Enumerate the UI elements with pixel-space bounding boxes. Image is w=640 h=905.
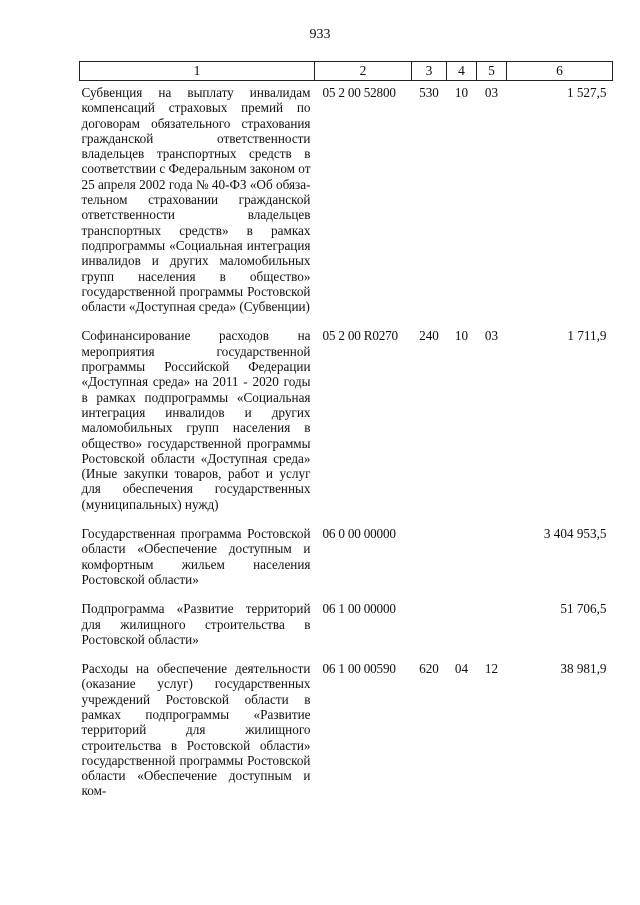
row-name: Субвенция на выплату инвалидам компенсаций страховых премий по договорам обязательного страхования гражданской ответственности владельцев транспортных средств в соответствии с Федеральным законом от 25 апреля 2002 года № 40-ФЗ «Об обязательном страховании гражданской ответственности владельцев транспортных средств» в рамках подпрограммы «Социальная интеграция инвалидов и других маломобильных групп населения в общество» государственной программы Ростовской области «Доступная среда» (Субвенции) (81, 85, 311, 315)
row-name: Расходы на обеспечение деятельности (оказание услуг) государственных учреждений Ростовской области в рамках подпрограммы «Развитие территорий для жилищного строительства в Ростовской области» государственной программы Ростовской области «Обеспечение доступным и ком- (81, 661, 311, 799)
header-col-2: 2 (315, 62, 412, 81)
row-amount: 1 711,9 (567, 328, 607, 344)
budget-table (79, 61, 613, 801)
row-amount: 38 981,9 (560, 661, 607, 677)
row-amount: 1 527,5 (566, 85, 607, 100)
page-number: 933 (309, 27, 331, 42)
table-row (80, 589, 613, 649)
row-col-3: 620 (419, 661, 439, 677)
row-col-5: 12 (484, 661, 499, 677)
row-col-4: 10 (454, 85, 469, 100)
header-col-3: 3 (412, 62, 447, 81)
row-code: 06 0 00 00000 (322, 526, 396, 542)
table-header (80, 62, 613, 81)
table-row (80, 316, 613, 514)
table-row (80, 81, 613, 317)
row-col-5: 03 (484, 85, 499, 100)
row-col-4: 10 (454, 328, 469, 344)
row-name: Подпрограмма «Развитие территорий для жилищного строительства в Ростовской области» (81, 601, 311, 647)
row-amount: 51 706,5 (560, 601, 607, 617)
row-code: 06 1 00 00590 (322, 661, 396, 677)
row-code: 05 2 00 52800 (322, 85, 396, 100)
row-code: 06 1 00 00000 (322, 601, 396, 617)
row-col-3: 240 (419, 328, 439, 344)
row-col-4 (447, 589, 477, 649)
row-amount: 3 404 953,5 (543, 526, 607, 542)
row-col-3 (412, 589, 447, 649)
header-col-5: 5 (477, 62, 507, 81)
row-col-3: 530 (419, 85, 439, 100)
table-row (80, 649, 613, 801)
row-col-5 (477, 514, 507, 589)
row-col-5 (477, 589, 507, 649)
row-code: 05 2 00 R0270 (322, 328, 398, 344)
header-col-4: 4 (447, 62, 477, 81)
table-row (80, 514, 613, 589)
row-name: Софинансирование расходов на мероприятия государственной программы Российской Федерации «Доступная среда» на 2011 - 2020 годы в рамках подпрограммы «Социальная интеграция инвалидов и других маломобильных групп населения в общество» государственной программы Ростовской области «Доступная среда» (Иные закупки товаров, работ и услуг для обеспечения государственных (муниципальных) нужд) (81, 328, 311, 512)
table-body (80, 81, 613, 801)
row-col-5: 03 (484, 328, 499, 344)
header-col-1: 1 (80, 62, 315, 81)
header-col-6: 6 (507, 62, 613, 81)
header-row (80, 62, 613, 81)
row-col-3 (412, 514, 447, 589)
row-col-4 (447, 514, 477, 589)
row-name: Государственная программа Ростовской области «Обеспечение доступным и комфортным жильем населения Ростовской области» (81, 526, 311, 587)
row-col-4: 04 (454, 661, 469, 677)
